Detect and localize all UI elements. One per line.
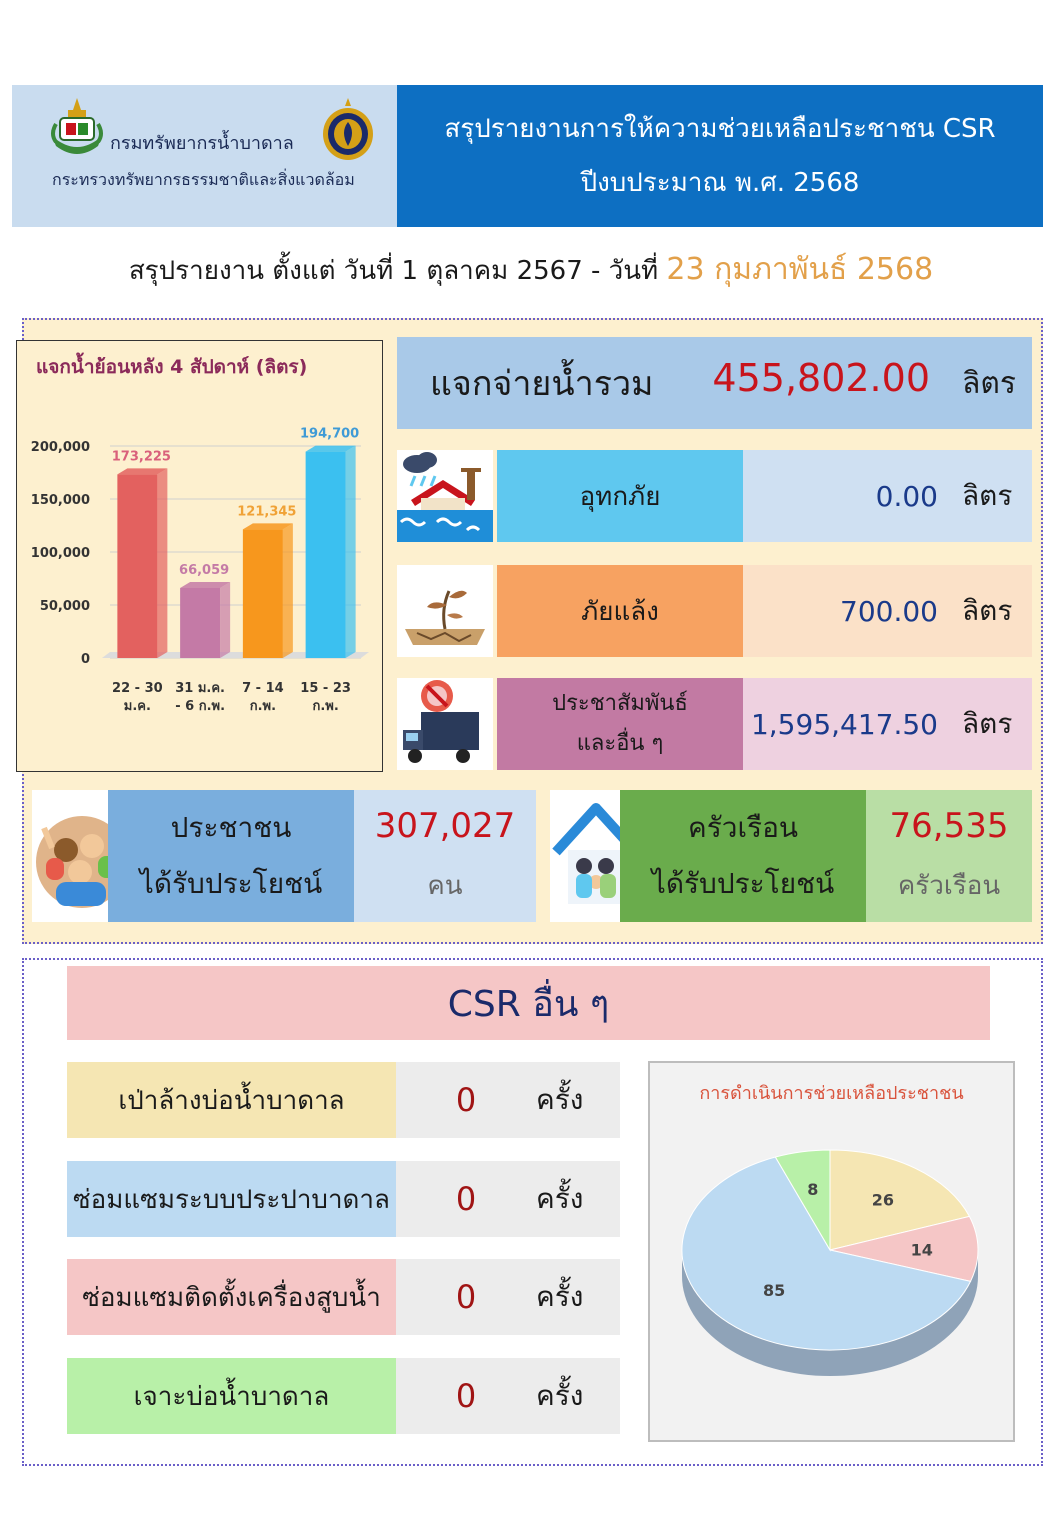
flood-icon-box <box>397 450 493 542</box>
ministry-emblem-icon <box>320 96 376 162</box>
bar-front <box>180 588 220 658</box>
drought-icon <box>397 565 493 657</box>
people-label-line2: ได้รับประโยชน์ <box>139 867 323 900</box>
csr-drill-value: 0 <box>455 1377 477 1415</box>
x-tick-label: ก.พ. <box>312 699 339 714</box>
bar <box>180 582 230 658</box>
x-tick-label: - 6 ก.พ. <box>175 699 226 714</box>
bar-side <box>157 468 167 658</box>
total-water-label: แจกจ่ายน้ำรวม <box>430 364 654 404</box>
csr-drill-value-box <box>396 1358 620 1434</box>
bar-front <box>306 452 346 658</box>
bar-front <box>117 474 157 658</box>
flood-unit: ลิตร <box>962 479 1013 512</box>
drought-icon-box <box>397 565 493 657</box>
bar <box>117 468 167 658</box>
pr-value-box <box>743 678 1032 770</box>
people-icon-box <box>32 790 112 922</box>
people-label-line1: ประชาชน <box>170 811 292 844</box>
household-value: 76,535 <box>889 805 1009 846</box>
period-prefix: สรุปรายงาน ตั้งแต่ วันที่ 1 ตุลาคม 2567 - วันที่ <box>128 256 659 286</box>
flood-label: อุทกภัย <box>497 450 743 542</box>
bar-side <box>220 582 230 658</box>
department-emblem-icon <box>48 96 106 162</box>
y-tick-label: 150,000 <box>30 493 90 508</box>
drought-unit: ลิตร <box>962 594 1013 627</box>
household-icon-box <box>550 790 622 922</box>
x-tick-label: 7 - 14 <box>242 681 284 696</box>
x-tick-label: ม.ค. <box>123 699 151 714</box>
csr-flush-unit: ครั้ง <box>536 1083 584 1116</box>
household-label-box <box>620 790 866 922</box>
report-period <box>0 246 1062 293</box>
flood-icon <box>397 450 493 542</box>
x-tick-label: 31 ม.ค. <box>175 681 226 696</box>
csr-flush-value: 0 <box>455 1081 477 1119</box>
y-tick-label: 0 <box>80 652 90 667</box>
household-value-box <box>866 790 1032 922</box>
bar-value-label: 173,225 <box>111 449 171 465</box>
x-tick-label: ก.พ. <box>249 699 277 714</box>
bar-value-label: 66,059 <box>179 562 230 578</box>
flood-value-box <box>743 450 1032 542</box>
fiscal-year: ปีงบประมาณ พ.ศ. 2568 <box>580 168 860 198</box>
y-tick-label: 100,000 <box>30 546 90 561</box>
total-water-unit: ลิตร <box>962 366 1016 401</box>
bar-side <box>283 523 293 658</box>
drought-value: 700.00 <box>840 594 938 628</box>
weekly-bar-chart <box>16 420 383 740</box>
department-name: กรมทรัพยากรน้ำบาดาล <box>110 133 294 154</box>
y-tick-label: 50,000 <box>39 599 90 614</box>
bar-side <box>346 446 356 658</box>
pie-chart-title: การดำเนินการช่วยเหลือประชาชน <box>699 1083 964 1104</box>
total-water-value: 455,802.00 <box>712 356 930 400</box>
household-label-line1: ครัวเรือน <box>687 811 799 844</box>
bar-front <box>243 529 283 658</box>
report-title: สรุปรายงานการให้ความช่วยเหลือประชาชน CSR <box>444 114 996 144</box>
pie-slice-label: 85 <box>763 1281 786 1301</box>
pie-slice-label: 26 <box>871 1190 895 1210</box>
people-value-box <box>354 790 536 922</box>
chart-title: แจกน้ำย้อนหลัง 4 สัปดาห์ (ลิตร) <box>36 356 308 378</box>
csr-repair-unit: ครั้ง <box>536 1182 584 1215</box>
csr-drill-unit: ครั้ง <box>536 1379 584 1412</box>
ministry-name: กระทรวงทรัพยากรธรรมชาติและสิ่งแวดล้อม <box>52 170 355 189</box>
x-tick-label: 15 - 23 <box>300 681 351 696</box>
pr-unit: ลิตร <box>962 707 1013 740</box>
pr-icon-box <box>397 678 493 770</box>
header-title-panel <box>397 85 1043 227</box>
household-label-line2: ได้รับประโยชน์ <box>651 867 835 900</box>
flood-value: 0.00 <box>875 479 938 513</box>
people-value: 307,027 <box>374 805 516 846</box>
people-unit: คน <box>427 871 463 902</box>
drought-label: ภัยแล้ง <box>497 565 743 657</box>
pie-slice-label: 14 <box>910 1240 933 1260</box>
csr-drill-label: เจาะบ่อน้ำบาดาล <box>67 1358 396 1434</box>
pr-value: 1,595,417.50 <box>750 707 938 741</box>
period-end-date: 23 กุมภาพันธ์ 2568 <box>666 252 934 287</box>
csr-pump-label: ซ่อมแซมติดตั้งเครื่องสูบน้ำ <box>67 1259 396 1335</box>
drought-value-box <box>743 565 1032 657</box>
bar-value-label: 121,345 <box>237 504 297 520</box>
x-tick-label: 22 - 30 <box>112 681 163 696</box>
csr-pump-value-box <box>396 1259 620 1335</box>
assistance-pie-chart <box>660 1120 1000 1420</box>
people-label-box <box>108 790 354 922</box>
csr-repair-value: 0 <box>455 1180 477 1218</box>
csr-pump-unit: ครั้ง <box>536 1280 584 1313</box>
csr-pump-value: 0 <box>455 1278 477 1316</box>
household-unit: ครัวเรือน <box>897 871 1001 902</box>
bar <box>306 446 356 658</box>
pr-label <box>497 678 743 770</box>
pie-slice-label: 8 <box>807 1180 819 1200</box>
y-tick-label: 200,000 <box>30 440 90 455</box>
csr-repair-value-box <box>396 1161 620 1237</box>
csr-title: CSR อื่น ๆ <box>67 966 990 1040</box>
csr-flush-value-box <box>396 1062 620 1138</box>
water-truck-icon <box>397 678 493 770</box>
csr-flush-label: เป่าล้างบ่อน้ำบาดาล <box>67 1062 396 1138</box>
bar-value-label: 194,700 <box>300 426 360 442</box>
pr-label-line1: ประชาสัมพันธ์ <box>552 691 688 716</box>
pr-label-line2: และอื่น ๆ <box>576 731 664 756</box>
csr-repair-label: ซ่อมแซมระบบประปาบาดาล <box>67 1161 396 1237</box>
bar <box>243 523 293 658</box>
